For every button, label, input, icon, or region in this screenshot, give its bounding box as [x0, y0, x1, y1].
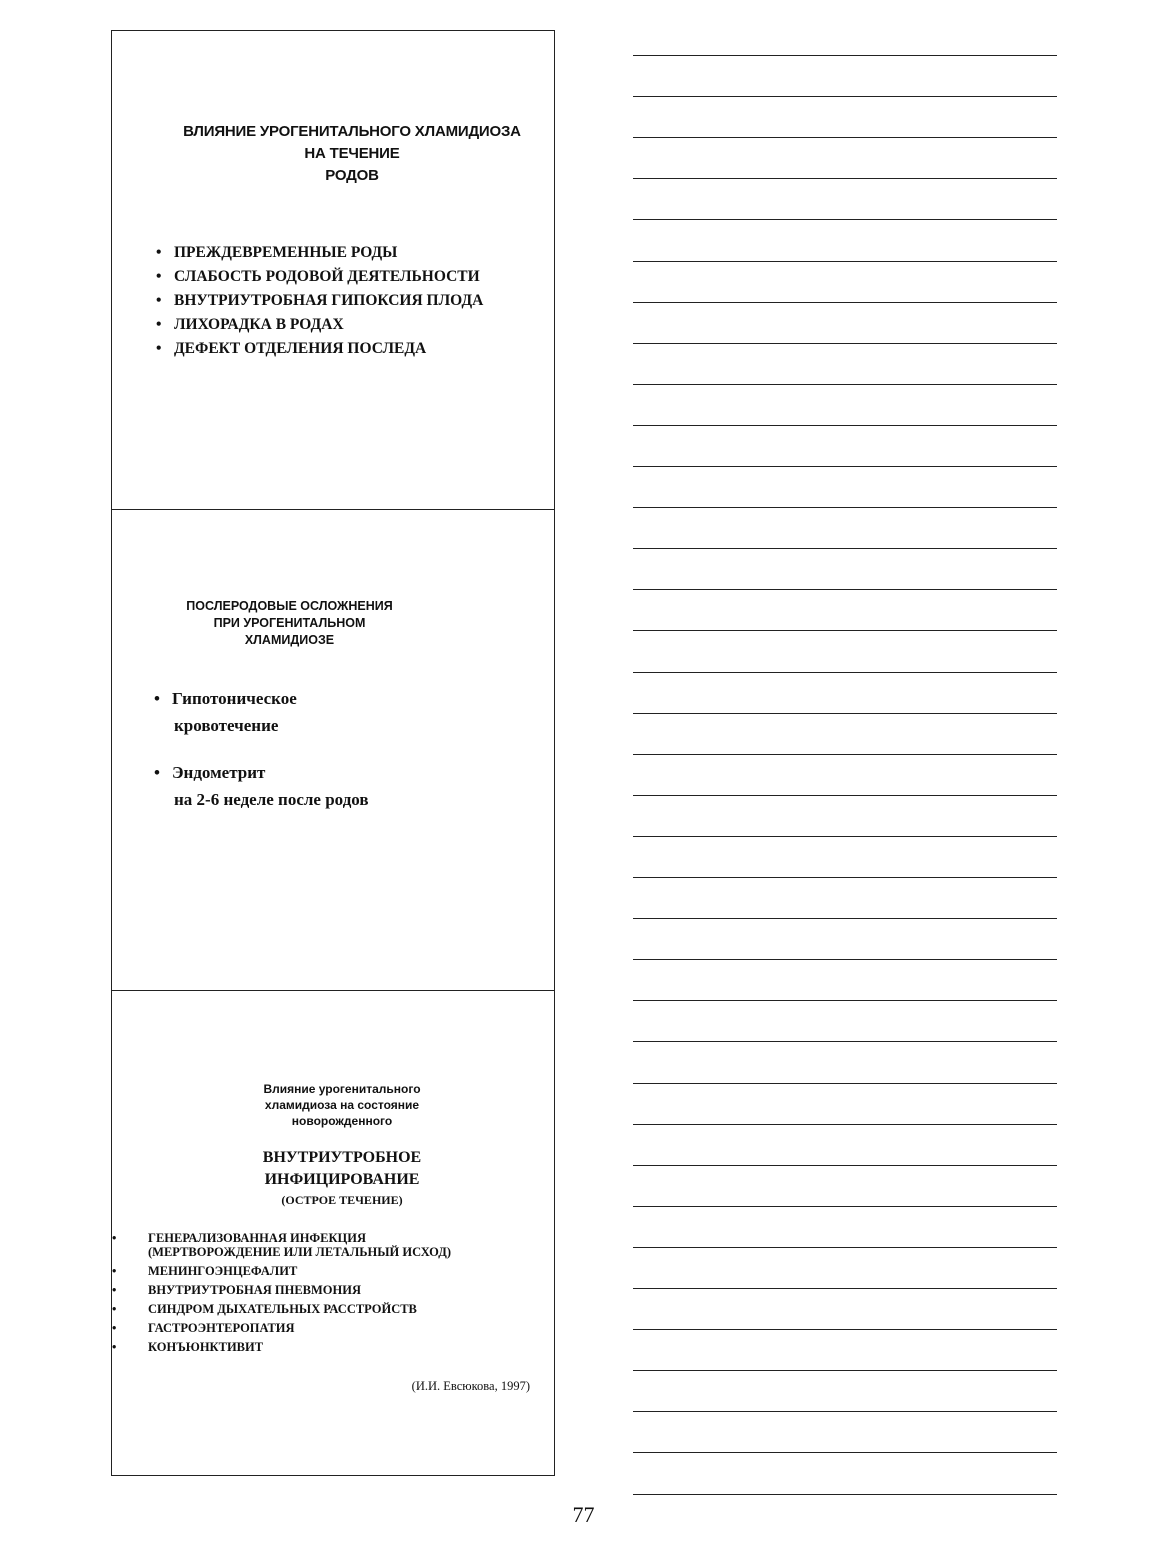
slide-1: [112, 31, 554, 509]
list-item-text: МЕНИНГОЭНЦЕФАЛИТ: [148, 1264, 298, 1278]
list-item-text: Эндометрит: [172, 763, 266, 782]
list-item: [156, 337, 483, 361]
slide-3-heading: [202, 1147, 482, 1209]
note-line: [633, 178, 1057, 179]
slide-1-list: [156, 241, 483, 361]
slide-3-subtitle-line: Влияние урогенитального: [263, 1082, 421, 1096]
slide-2-title-line: ПРИ УРОГЕНИТАЛЬНОМ: [213, 616, 366, 630]
citation: (И.И. Евсюкова, 1997): [411, 1379, 530, 1393]
slide-1-title: [152, 121, 552, 187]
note-line: [633, 548, 1057, 549]
slide-3: [112, 990, 554, 1475]
list-item: [156, 289, 483, 313]
slide-2-title-line: ХЛАМИДИОЗЕ: [244, 633, 335, 647]
note-line: [633, 959, 1057, 960]
note-line: [633, 754, 1057, 755]
list-item-continuation: на 2-6 неделе после родов: [174, 790, 369, 809]
slide-2-list: [154, 685, 369, 813]
note-line: [633, 384, 1057, 385]
list-item-text: ГЕНЕРАЛИЗОВАННАЯ ИНФЕКЦИЯ: [148, 1231, 367, 1245]
note-line: [633, 630, 1057, 631]
list-item-text: ДЕФЕКТ ОТДЕЛЕНИЯ ПОСЛЕДА: [174, 340, 427, 357]
list-item: [156, 241, 483, 265]
note-line: [633, 343, 1057, 344]
list-item-text: ВНУТРИУТРОБНАЯ ГИПОКСИЯ ПЛОДА: [174, 292, 484, 309]
note-line: [633, 302, 1057, 303]
slide-1-title-line: ВЛИЯНИЕ УРОГЕНИТАЛЬНОГО ХЛАМИДИОЗА: [183, 123, 521, 140]
list-item: [130, 1300, 451, 1319]
list-item: [156, 313, 483, 337]
note-line: [633, 219, 1057, 220]
list-item-text: ПРЕЖДЕВРЕМЕННЫЕ РОДЫ: [174, 244, 398, 261]
slide-1-title-line: НА ТЕЧЕНИЕ: [304, 145, 400, 162]
note-line: [633, 1370, 1057, 1371]
slide-3-subtitle-line: хламидиоза на состояние: [264, 1098, 420, 1112]
note-line: [633, 507, 1057, 508]
list-item-continuation: (МЕРТВОРОЖДЕНИЕ ИЛИ ЛЕТАЛЬНЫЙ ИСХОД): [148, 1245, 452, 1259]
list-item: [154, 685, 369, 739]
note-line: [633, 795, 1057, 796]
note-line: [633, 836, 1057, 837]
list-item: [130, 1229, 451, 1262]
list-item: [130, 1319, 451, 1338]
list-item-text: Гипотоническое: [172, 689, 297, 708]
list-item: [156, 265, 483, 289]
list-item-text: ГАСТРОЭНТЕРОПАТИЯ: [148, 1321, 295, 1335]
list-item: [154, 759, 369, 813]
note-line: [633, 713, 1057, 714]
list-item-text: ВНУТРИУТРОБНАЯ ПНЕВМОНИЯ: [148, 1283, 362, 1297]
note-line: [633, 1494, 1057, 1495]
note-line: [633, 1247, 1057, 1248]
page-number: 77: [572, 1502, 595, 1527]
slide-2-title: [167, 598, 412, 649]
note-line: [633, 425, 1057, 426]
note-line: [633, 1165, 1057, 1166]
slides-panel: [111, 30, 555, 1476]
list-item-text: СЛАБОСТЬ РОДОВОЙ ДЕЯТЕЛЬНОСТИ: [174, 268, 480, 285]
note-line: [633, 672, 1057, 673]
list-item-text: ЛИХОРАДКА В РОДАХ: [174, 316, 344, 333]
note-line: [633, 1288, 1057, 1289]
note-line: [633, 1206, 1057, 1207]
note-line: [633, 918, 1057, 919]
slide-3-subtitle-line: новорожденного: [291, 1114, 393, 1128]
slide-2: [112, 509, 554, 990]
list-item: [130, 1281, 451, 1300]
note-line: [633, 261, 1057, 262]
note-line: [633, 1083, 1057, 1084]
note-line: [633, 1041, 1057, 1042]
note-line: [633, 96, 1057, 97]
list-item-text: КОНЪЮНКТИВИТ: [148, 1340, 264, 1354]
slide-3-subtitle: [202, 1081, 482, 1129]
slide-1-title-line: РОДОВ: [325, 167, 379, 184]
slide-2-title-line: ПОСЛЕРОДОВЫЕ ОСЛОЖНЕНИЯ: [186, 599, 393, 613]
slide-3-heading-note: (ОСТРОЕ ТЕЧЕНИЕ): [281, 1193, 403, 1207]
note-line: [633, 137, 1057, 138]
note-line: [633, 466, 1057, 467]
list-item: [130, 1262, 451, 1281]
slide-3-heading-line: ИНФИЦИРОВАНИЕ: [264, 1171, 420, 1188]
note-line: [633, 1000, 1057, 1001]
note-line: [633, 55, 1057, 56]
slide-3-heading-line: ВНУТРИУТРОБНОЕ: [262, 1149, 422, 1166]
list-item-continuation: кровотечение: [174, 716, 279, 735]
note-line: [633, 877, 1057, 878]
list-item-text: СИНДРОМ ДЫХАТЕЛЬНЫХ РАССТРОЙСТВ: [148, 1302, 417, 1316]
slide-3-list: [130, 1229, 451, 1357]
list-item: [130, 1338, 451, 1357]
note-line: [633, 1411, 1057, 1412]
note-line: [633, 1329, 1057, 1330]
note-line: [633, 1124, 1057, 1125]
note-line: [633, 589, 1057, 590]
note-line: [633, 1452, 1057, 1453]
